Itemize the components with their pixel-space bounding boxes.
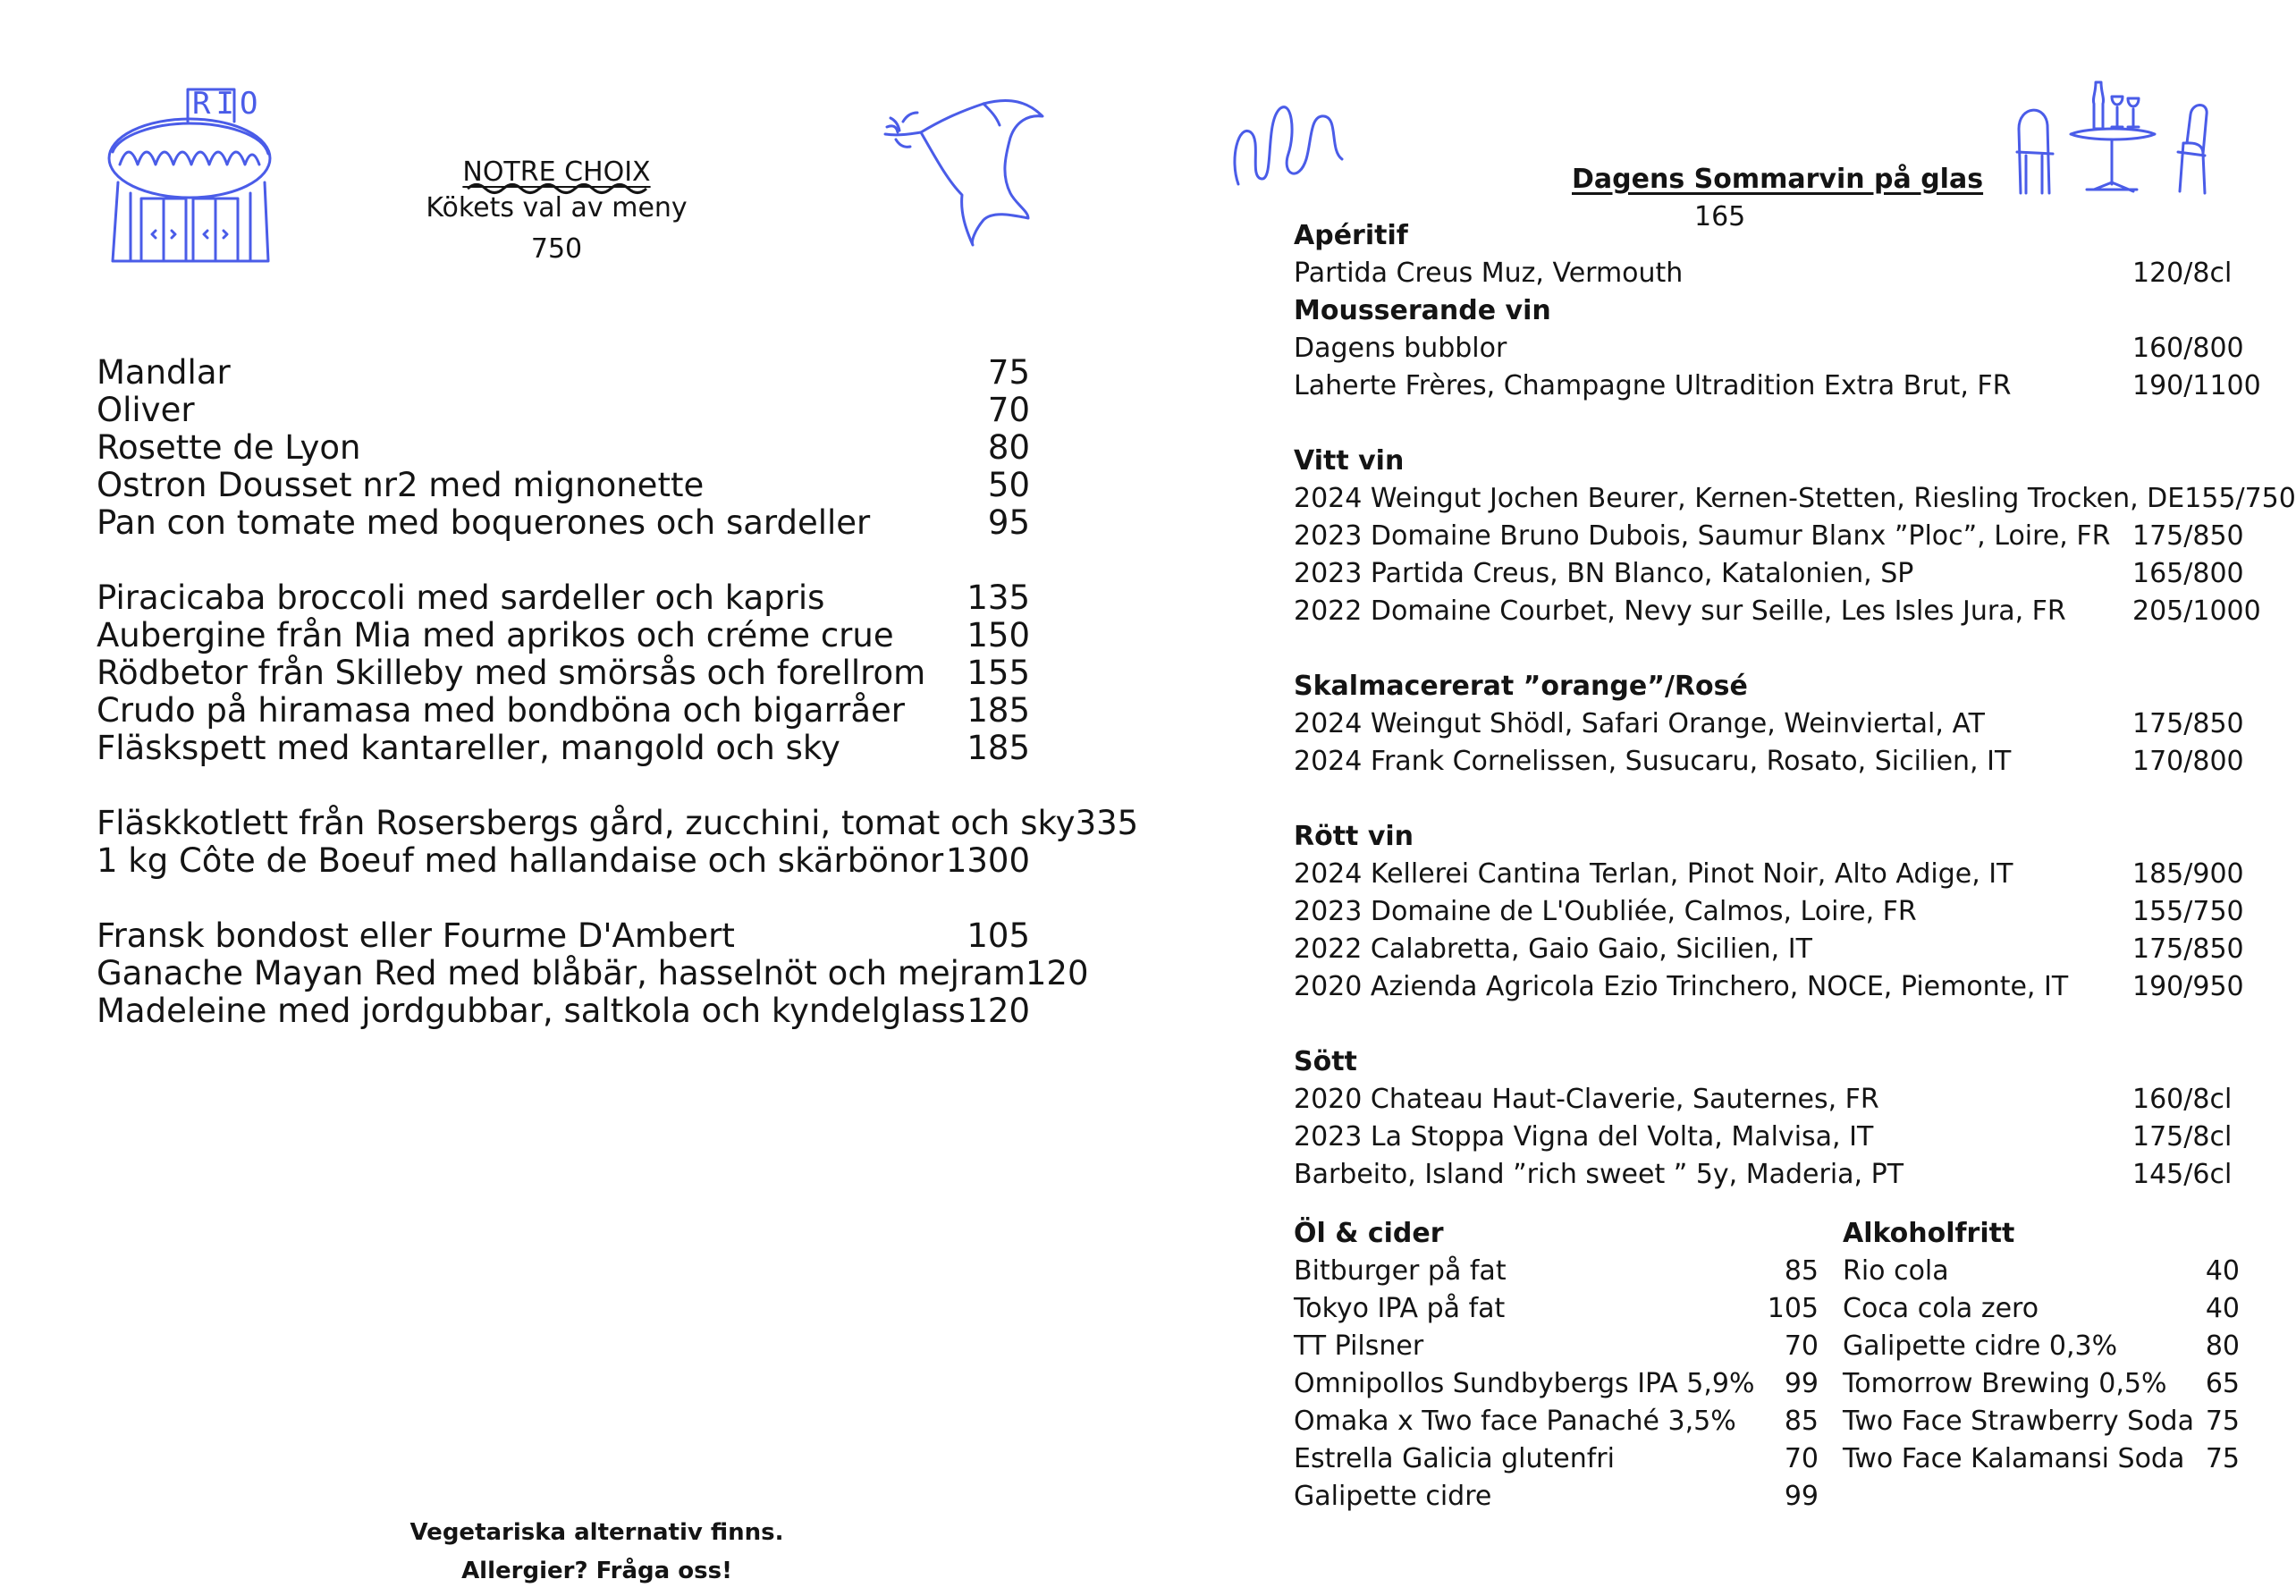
menu-item-price: 105 [967,916,1030,955]
wine-section-heading: Vitt vin [1294,445,1405,477]
wine-section-heading: Skalmacererat ”orange”/Rosé [1294,671,1748,702]
alcohol-free-list [1843,1215,2240,1478]
menu-item-name: Crudo på hiramasa med bondböna och bigarråer [97,691,906,730]
wine-section-heading: Rött vin [1294,821,1414,852]
drink-item [1294,1253,1819,1290]
wine-item-price: 155/750 [2184,483,2296,514]
menu-item-price: 150 [967,616,1030,654]
drink-item [1294,1403,1819,1440]
wine-list [1294,217,2296,1194]
wine-item [1294,1081,2241,1119]
wine-item-name: 2023 Domaine de L'Oubliée, Calmos, Loire, FR [1294,896,1917,927]
menu-item [97,992,1030,1030]
vegetarian-note: Vegetariska alternativ finns. [409,1519,784,1546]
menu-item-price: 185 [967,691,1030,730]
menu-item-name: Rödbetor från Skilleby med smörsås och forellrom [97,654,926,692]
wine-item-name: 2024 Weingut Jochen Beurer, Kernen-Stetten, Riesling Trocken, DE [1294,483,2185,514]
drink-item-name: Rio cola [1843,1255,1949,1287]
menu-item-name: Aubergine från Mia med aprikos och créme crue [97,616,894,654]
menu-item [97,804,1139,842]
drink-item-name: Two Face Kalamansi Soda [1843,1443,2185,1474]
menu-item [97,467,1030,504]
drink-item-price: 80 [2205,1330,2240,1362]
drink-item-price: 105 [1767,1293,1819,1324]
beer-cider-list [1294,1215,1819,1516]
allergy-question: Allergier? Fråga oss! [461,1558,732,1584]
drink-item-name: Bitburger på fat [1294,1255,1507,1287]
wine-item-price: 145/6cl [2132,1159,2233,1190]
drink-item-name: Tokyo IPA på fat [1294,1293,1506,1324]
wine-item [1294,893,2244,931]
wine-item-name: Dagens bubblor [1294,333,1507,364]
wine-item [1294,743,2244,781]
notre-choix-subtitle: Kökets val av meny [426,192,688,224]
menu-item [97,954,1089,992]
wine-item-name: Partida Creus Muz, Vermouth [1294,258,1684,289]
menu-item-price: 120 [967,992,1030,1030]
wine-item-name: Laherte Frères, Champagne Ultradition Extra Brut, FR [1294,370,2012,401]
drink-item [1843,1365,2240,1403]
wine-item-price: 165/800 [2132,558,2244,589]
menu-item-price: 75 [987,353,1030,392]
wine-section-heading: Sött [1294,1046,1357,1077]
drink-item-name: Omnipollos Sundbybergs IPA 5,9% [1294,1368,1755,1399]
wine-item [1294,593,2261,630]
menu-item [97,654,1030,692]
menu-item-price: 50 [987,466,1030,504]
wine-item [1294,968,2244,1006]
wine-item [1294,1156,2241,1194]
wine-item-name: 2022 Domaine Courbet, Nevy sur Seille, Les Isles Jura, FR [1294,595,2066,627]
drink-item-name: Omaka x Two face Panaché 3,5% [1294,1406,1736,1437]
menu-item-name: Ganache Mayan Red med blåbär, hasselnöt och mejram [97,954,1026,992]
menu-item [97,392,1030,429]
menu-item [97,730,1030,767]
notre-choix-price: 750 [530,233,583,265]
squiggle-icon [1229,97,1355,186]
drink-item-name: Two Face Strawberry Soda [1843,1406,2194,1437]
drink-item-name: Coca cola zero [1843,1293,2039,1324]
drink-item [1843,1403,2240,1440]
drink-item-name: Galipette cidre 0,3% [1843,1330,2118,1362]
menu-item-price: 120 [1025,954,1089,992]
wine-item-price: 175/850 [2132,708,2244,739]
food-menu-list [97,353,1139,1030]
wine-item-name: 2020 Azienda Agricola Ezio Trinchero, NOCE, Piemonte, IT [1294,971,2069,1002]
menu-item-name: Oliver [97,391,195,429]
section-spacer [1294,781,2241,818]
menu-item [97,917,1030,955]
menu-item-price: 70 [987,391,1030,429]
wine-item-price: 170/800 [2132,746,2244,777]
wine-section-heading: Apéritif [1294,220,1408,251]
menu-item-name: Ostron Dousset nr2 med mignonette [97,466,705,504]
drink-item-name: TT Pilsner [1294,1330,1424,1362]
group-spacer [97,880,1030,917]
group-spacer [97,542,1030,579]
drink-item-name: Estrella Galicia glutenfri [1294,1443,1615,1474]
sommarvin-title: Dagens Sommarvin på glas [1572,164,1984,195]
wine-item-price: 155/750 [2132,896,2244,927]
rio-sign-text: RIO [192,86,264,122]
menu-item-name: Mandlar [97,353,231,392]
wine-item [1294,255,2241,292]
drink-item-price: 75 [2205,1443,2240,1474]
sommarvin-price: 165 [1694,201,1746,232]
drink-item-name: Tomorrow Brewing 0,5% [1843,1368,2167,1399]
menu-item-name: 1 kg Côte de Boeuf med hallandaise och skärbönor [97,841,944,880]
wine-item [1294,856,2244,893]
drink-item [1843,1253,2240,1290]
menu-item-name: Madeleine med jordgubbar, saltkola och kyndelglass [97,992,966,1030]
menu-item-price: 335 [1075,804,1139,842]
wine-item-price: 185/900 [2132,858,2244,890]
wine-item-price: 190/1100 [2132,370,2261,401]
wine-item-price: 175/850 [2132,933,2244,965]
drink-item [1294,1478,1819,1516]
menu-item [97,429,1030,467]
drink-item-price: 65 [2205,1368,2240,1399]
wine-item [1294,367,2261,405]
drink-item [1294,1328,1819,1365]
menu-item-name: Fläskkotlett från Rosersbergs gård, zucchini, tomat och sky [97,804,1076,842]
wine-section-heading: Mousserande vin [1294,295,1551,326]
menu-item-name: Piracicaba broccoli med sardeller och kapris [97,578,825,617]
drink-item [1843,1440,2240,1478]
drink-item [1294,1365,1819,1403]
section-spacer [1294,1006,2241,1043]
wine-item-price: 175/8cl [2132,1121,2233,1153]
drink-item-price: 70 [1784,1443,1819,1474]
drinks-heading: Alkoholfritt [1843,1218,2015,1249]
drink-item-price: 85 [1784,1255,1819,1287]
wine-item [1294,931,2244,968]
wine-item-name: 2020 Chateau Haut-Claverie, Sauternes, FR [1294,1084,1879,1115]
menu-item-price: 135 [967,578,1030,617]
menu-item-name: Fläskspett med kantareller, mangold och sky [97,729,840,767]
notre-choix-block [340,154,773,268]
wine-item [1294,330,2244,367]
wine-item-price: 190/950 [2132,971,2244,1002]
drink-item-price: 40 [2205,1293,2240,1324]
wine-item-price: 120/8cl [2132,258,2233,289]
menu-item-name: Fransk bondost eller Fourme D'Ambert [97,916,735,955]
drink-item-price: 85 [1784,1406,1819,1437]
drink-item-price: 75 [2205,1406,2240,1437]
menu-item-price: 155 [967,654,1030,692]
wine-item-name: 2023 Domaine Bruno Dubois, Saumur Blanx ”Ploc”, Loire, FR [1294,520,2111,552]
wine-item-name: 2024 Kellerei Cantina Terlan, Pinot Noir, Alto Adige, IT [1294,858,2013,890]
wine-item [1294,1119,2241,1156]
wine-item-price: 160/800 [2132,333,2244,364]
wine-item-name: Barbeito, Island ”rich sweet ” 5y, Maderia, PT [1294,1159,1904,1190]
wine-item [1294,480,2296,518]
section-spacer [1294,405,2241,443]
menu-item [97,692,1030,730]
drink-item-name: Galipette cidre [1294,1481,1492,1512]
wine-item-name: 2023 Partida Creus, BN Blanco, Katalonien, SP [1294,558,1914,589]
wine-item-name: 2024 Frank Cornelissen, Susucaru, Rosato, Sicilien, IT [1294,746,2012,777]
drinks-heading: Öl & cider [1294,1218,1444,1249]
drink-item [1294,1290,1819,1328]
menu-item [97,579,1030,617]
section-spacer [1294,630,2241,668]
menu-item [97,504,1030,542]
wine-item-price: 175/850 [2132,520,2244,552]
drink-item-price: 70 [1784,1330,1819,1362]
menu-item [97,842,1030,880]
menu-item-name: Rosette de Lyon [97,428,361,467]
notre-choix-title: NOTRE CHOIX [462,156,651,188]
menu-item [97,617,1030,654]
drink-item [1843,1290,2240,1328]
menu-item [97,354,1030,392]
menu-item-name: Pan con tomate med boquerones och sardeller [97,503,871,542]
drink-item [1294,1440,1819,1478]
wine-item [1294,518,2244,555]
drink-item-price: 40 [2205,1255,2240,1287]
wine-item [1294,705,2244,743]
menu-item-price: 95 [987,503,1030,542]
wine-item [1294,555,2244,593]
wine-item-name: 2022 Calabretta, Gaio Gaio, Sicilien, IT [1294,933,1812,965]
dove-with-olive-branch-icon [885,95,1046,247]
wine-item-price: 205/1000 [2132,595,2261,627]
menu-item-price: 185 [967,729,1030,767]
cafe-table-chairs-icon [2013,79,2219,197]
group-spacer [97,767,1030,805]
drink-item-price: 99 [1784,1481,1819,1512]
wine-item-name: 2023 La Stoppa Vigna del Volta, Malvisa, IT [1294,1121,1874,1153]
wine-item-price: 160/8cl [2132,1084,2233,1115]
allergy-note [358,1514,836,1591]
drink-item-price: 99 [1784,1368,1819,1399]
wine-item-name: 2024 Weingut Shödl, Safari Orange, Weinviertal, AT [1294,708,1985,739]
menu-item-price: 1300 [945,841,1030,880]
menu-item-price: 80 [987,428,1030,467]
drink-item [1843,1328,2240,1365]
